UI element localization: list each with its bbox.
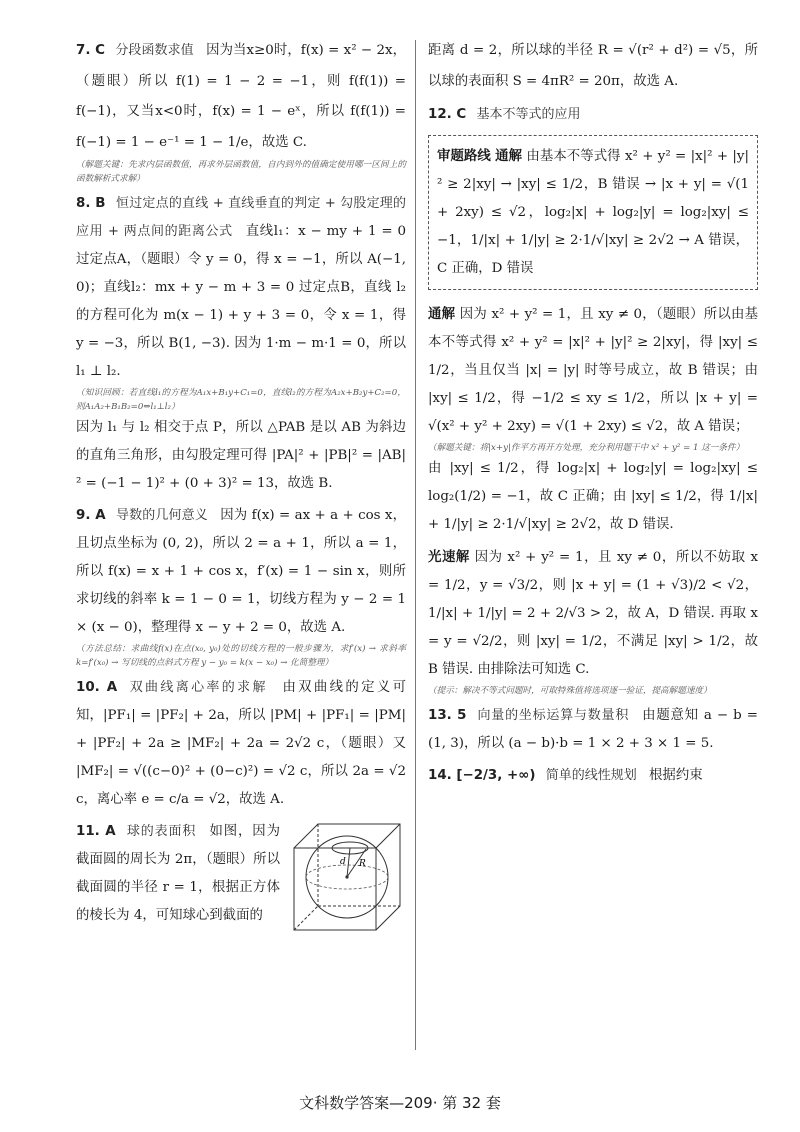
right-column [428, 36, 758, 794]
answer-14 [428, 762, 758, 790]
answer-8 [76, 190, 406, 498]
solution-route-box [428, 135, 758, 290]
answer-topic: 简单的线性规划 [545, 768, 637, 783]
answer-number: 14. [−2/3, +∞) [428, 768, 536, 783]
answer-topic: 基本不等式的应用 [476, 107, 581, 122]
answer-11 [76, 818, 406, 930]
box-body: 由基本不等式得 x² + y² = |x|² + |y|² ≥ 2|xy| → |xy| ≤ 1/2，B 错误 → |x + y| = √(1 + 2xy) ≤ √2，log₂|x| + log₂|y| = log₂|xy| ≤ −1，1/|x| + 1/|y| ≥ 2·1/√|xy| ≥ 2√2 → A 错误，C 正确，D 错误 [437, 149, 749, 276]
column-divider [415, 40, 416, 1050]
left-column [76, 36, 406, 940]
answer-note: （提示：解决不等式问题时，可取特殊值将选项逐一验证，提高解题速度） [428, 686, 712, 696]
answer-10 [76, 674, 406, 814]
answer-12 [428, 101, 758, 698]
cube-sphere-figure [288, 818, 406, 936]
answer-body: 因为 l₁ 与 l₂ 相交于点 P，所以 △PAB 是以 AB 为斜边的直角三角形，由勾股定理可得 |PA|² + |PB|² = |AB|² = (−1 − 1)² + (0 + 3)² = 13，故选 B. [76, 420, 406, 491]
answer-body: 由双曲线的定义可知，|PF₁| = |PF₂| + 2a，所以 |PM| + |PF₁| = |PM| + |PF₂| + 2a ≥ |MF₂| + 2a = 2√2 c，（题眼）又 |MF₂| = √((c−0)² + (0−c)²) = √2 c，所以 2a = √2 c，离心率 e = c/a = √2，故选 A. [76, 680, 406, 807]
answer-topic: 双曲线离心率的求解 [129, 680, 268, 695]
answer-number: 8. B [76, 196, 106, 211]
answer-body: 因为 x² + y² = 1，且 xy ≠ 0，所以不妨取 x = 1/2，y = √3/2，则 |x + y| = (1 + √3)/2 < √2，1/|x| + 1/|y| = 2 + 2/√3 > 2，故 A，D 错误. 再取 x = y = √2/2，则 |xy| = 1/2，不满足 |xy| > 1/2，故 B 错误. 由排除法可知选 C. [428, 550, 759, 677]
fast-solution-title: 光速解 [428, 549, 470, 565]
answer-topic: 向量的坐标运算与数量积 [477, 708, 630, 723]
answer-note: （知识回顾：若直线l₁的方程为A₁x+B₁y+C₁=0，直线l₂的方程为A₂x+B₂y+C₂=0，则A₁A₂+B₁B₂=0⇔l₁⊥l₂） [76, 388, 406, 412]
answer-note: （解题关键：将|x+y|作平方再开方处理，充分利用题干中 x² + y² = 1 这一条件） [428, 443, 745, 453]
answer-number: 12. C [428, 107, 467, 122]
answer-9 [76, 502, 406, 670]
answer-topic: 导数的几何意义 [115, 508, 208, 523]
answer-11-continued: 距离 d = 2，所以球的半径 R = √(r² + d²) = √5，所以球的表面积 S = 4πR² = 20π，故选 A. [428, 43, 758, 89]
answer-number: 11. A [76, 824, 116, 839]
box-title: 审题路线 [437, 148, 491, 164]
answer-note: （解题关键：先求内层函数值，再求外层函数值，自内到外的值确定使用哪一区间上的函数解析式求解） [76, 160, 406, 184]
answer-body: 因为 x² + y² = 1，且 xy ≠ 0，（题眼）所以由基本不等式得 x² + y² = |x|² + |y|² ≥ 2|xy|，得 |xy| ≤ 1/2，当且仅当 |x| = |y| 时等号成立，故 B 错误；由 |xy| ≤ 1/2，得 −1/2 ≤ xy ≤ 1/2，所以 |x + y| = √(x² + y² + 2xy) = √(1 + 2xy) ≤ √2，故 A 错误； [428, 307, 758, 434]
answer-topic: 分段函数求值 [115, 43, 194, 58]
answer-note: （方法总结：求曲线f(x)在点(x₀, y₀)处的切线方程的一般步骤为，求f′(x) → 求斜率k=f′(x₀) → 写切线的点斜式方程 y − y₀ = k(x − x₀) → 化简整理） [76, 644, 406, 668]
answer-topic: 恒过定点的直线 + 直线垂直的判定 + 勾股定理的应用 + 两点间的距离公式 [76, 196, 406, 239]
answer-body: 由题意知 a − b = (1, 3)，所以 (a − b)·b = 1 × 2 + 3 × 1 = 5. [428, 708, 758, 751]
answer-number: 13. 5 [428, 708, 467, 723]
answer-topic: 球的表面积 [126, 824, 197, 839]
answer-body: 因为当x≥0时，f(x) = x² − 2x，（题眼）所以 f(1) = 1 − 2 = −1，则 f(f(1)) = f(−1)，又当x<0时，f(x) = 1 − eˣ，所以 f(f(1)) = f(−1) = 1 − e⁻¹ = 1 − 1/e，故选 C. [76, 43, 406, 150]
figure-label-r: R [359, 859, 366, 869]
answer-number: 7. C [76, 43, 105, 58]
solution-title: 通解 [428, 306, 456, 322]
answer-body: 因为 1·m − m·1 = 0，所以 l₁ ⊥ l₂. [76, 336, 406, 379]
answer-number: 10. A [76, 680, 118, 695]
answer-body: 直线l₁：x − my + 1 = 0 过定点A，（题眼）令 y = 0，得 x = −1，所以 A(−1, 0)；直线l₂：mx + y − m + 3 = 0 过定点B，直线 l₂ 的方程可化为 m(x − 1) + y + 3 = 0，令 x = 1，得 y = −3，所以 B(1, −3). [76, 224, 406, 351]
answer-body: 如图，因为截面圆的周长为 2π，（题眼）所以截面圆的半径 r = 1，根据正方体的棱长为 4，可知球心到截面的 [76, 824, 280, 923]
answer-body: 由 |xy| ≤ 1/2，得 log₂|x| + log₂|y| = log₂|xy| ≤ log₂(1/2) = −1，故 C 正确；由 |xy| ≤ 1/2，得 1/|x| + 1/|y| ≥ 2·1/√|xy| ≥ 2√2，故 D 错误. [428, 461, 758, 532]
answer-number: 9. A [76, 508, 106, 523]
answer-body: 因为 f(x) = ax + a + cos x，且切点坐标为 (0, 2)，所以 2 = a + 1，所以 a = 1，所以 f(x) = x + 1 + cos x，f′(x) = 1 − sin x，则所求切线的斜率 k = 1 − 0 = 1，切线方程为 y − 2 = 1 × (x − 0)，整理得 x − y + 2 = 0，故选 A. [76, 508, 406, 635]
answer-body: 根据约束 [649, 768, 703, 783]
answer-13 [428, 702, 758, 758]
figure-label-d: d [340, 857, 346, 867]
page-footer: 文科数学答案—209· 第 32 套 [299, 1094, 501, 1112]
answer-7 [76, 36, 406, 186]
box-subtitle: 通解 [495, 148, 523, 164]
